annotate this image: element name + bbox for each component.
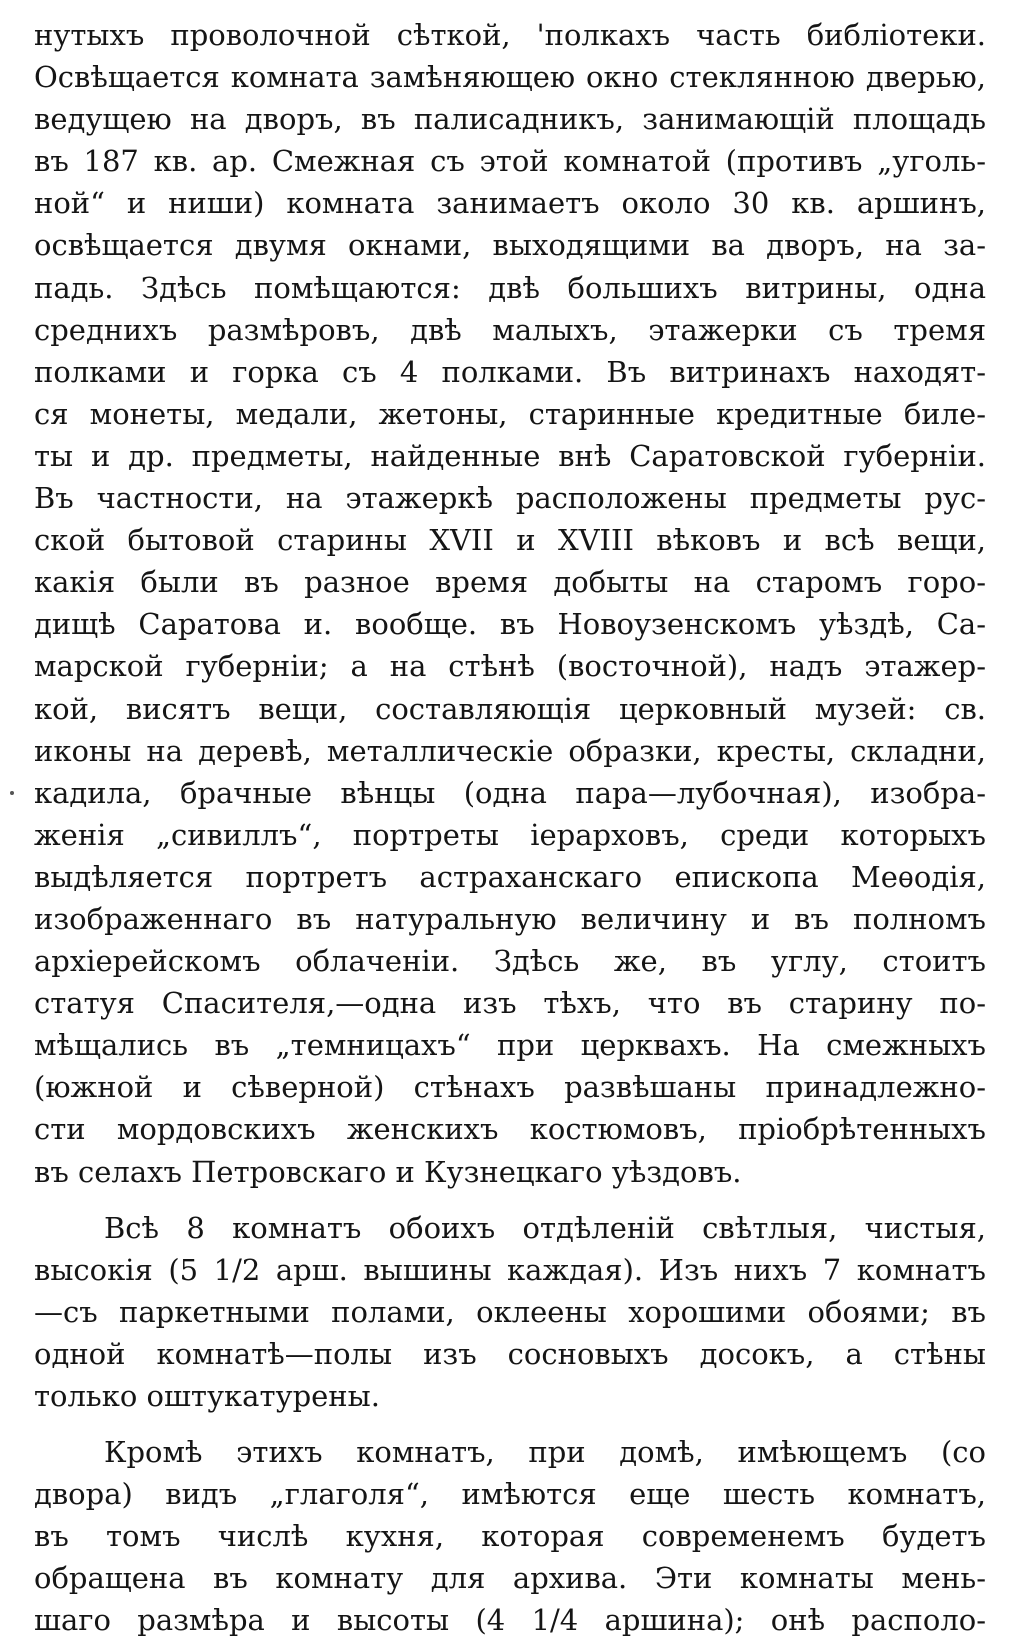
text-line: сти мордовскихъ женскихъ костюмовъ, пріобрѣтенныхъ <box>34 1112 986 1147</box>
text-line: ной“ и ниши) комната занимаетъ около 30 кв. аршинъ, <box>34 186 986 221</box>
paragraph-spacer <box>34 1417 986 1431</box>
text-line: статуя Спасителя,—одна изъ тѣхъ, что въ старину по- <box>34 986 986 1021</box>
text-line: Въ частности, на этажеркѣ расположены предметы рус- <box>34 481 986 516</box>
text-line: женія „сивиллъ“, портреты іерарховъ, среди которыхъ <box>34 817 986 852</box>
text-line: двора) видъ „глаголя“, имѣются еще шесть комнатъ, <box>34 1477 986 1512</box>
text-line: Всѣ 8 комнатъ обоихъ отдѣленій свѣтлыя, чистыя, <box>104 1210 986 1245</box>
text-line: мѣщались въ „темницахъ“ при церквахъ. На смежныхъ <box>34 1028 986 1063</box>
text-line: нутыхъ проволочной сѣткой, 'полкахъ часть библіотеки. <box>34 18 986 52</box>
text-line: ся монеты, медали, жетоны, старинные кредитные биле- <box>34 396 986 431</box>
text-line: освѣщается двумя окнами, выходящими ва дворъ, на за- <box>34 228 986 263</box>
text-line: ской бытовой старины XVII и XVIII вѣковъ и всѣ вещи, <box>34 523 986 558</box>
book-page <box>34 14 986 1642</box>
paragraph-1 <box>34 14 986 1193</box>
text-line: ты и др. предметы, найденные внѣ Саратовской губерніи. <box>34 438 986 473</box>
paragraph-3 <box>34 1431 986 1641</box>
text-line: въ 187 кв. ар. Смежная съ этой комнатой (противъ „уголь- <box>34 144 986 179</box>
text-line: обращена въ комнату для архива. Эти комнаты мень- <box>34 1561 986 1596</box>
paragraph-2 <box>34 1207 986 1417</box>
text-line: какія были въ разное время добыты на старомъ горо- <box>34 565 986 600</box>
text-line: выдѣляется портретъ астраханскаго епископа Меѳодія, <box>34 859 986 894</box>
text-line: иконы на деревѣ, металлическіе образки, кресты, складни, <box>34 733 986 768</box>
text-line: шаго размѣра и высоты (4 1/4 аршина); онѣ располо- <box>34 1603 986 1638</box>
margin-ink-mark <box>10 791 14 795</box>
text-line: ведущею на дворъ, въ палисадникъ, занимающій площадь <box>34 102 986 137</box>
text-line: высокія (5 1/2 арш. вышины каждая). Изъ нихъ 7 комнатъ <box>34 1252 986 1287</box>
text-line: архіерейскомъ облаченіи. Здѣсь же, въ углу, стоитъ <box>34 944 986 979</box>
text-line: дищѣ Саратова и. вообще. въ Новоузенскомъ уѣздѣ, Са- <box>34 607 986 642</box>
text-line: падь. Здѣсь помѣщаются: двѣ большихъ витрины, одна <box>34 270 986 305</box>
text-line: кой, висятъ вещи, составляющія церковный музей: св. <box>34 691 986 726</box>
text-line: одной комнатѣ—полы изъ сосновыхъ досокъ, а стѣны <box>34 1336 986 1371</box>
text-line: полками и горка съ 4 полками. Въ витринахъ находят- <box>34 354 986 389</box>
text-line: (южной и сѣверной) стѣнахъ развѣшаны принадлежно- <box>34 1070 986 1105</box>
text-line: кадила, брачные вѣнцы (одна пара—лубочная), изобра- <box>34 775 986 810</box>
paragraph-spacer <box>34 1193 986 1207</box>
text-line: только оштукатурены. <box>34 1379 380 1413</box>
text-line: изображеннаго въ натуральную величину и въ полномъ <box>34 901 986 936</box>
text-line: въ селахъ Петровскаго и Кузнецкаго уѣздовъ. <box>34 1154 742 1189</box>
text-line: Кромѣ этихъ комнатъ, при домѣ, имѣющемъ (со <box>104 1435 986 1470</box>
text-line: марской губерніи; а на стѣнѣ (восточной), надъ этажер- <box>34 649 986 684</box>
text-line: Освѣщается комната замѣняющею окно стеклянною дверью, <box>34 60 986 95</box>
text-line: среднихъ размѣровъ, двѣ малыхъ, этажерки съ тремя <box>34 312 986 347</box>
text-line: въ томъ числѣ кухня, которая современемъ будетъ <box>34 1519 986 1554</box>
text-line: —съ паркетными полами, оклеены хорошими обоями; въ <box>34 1294 986 1329</box>
